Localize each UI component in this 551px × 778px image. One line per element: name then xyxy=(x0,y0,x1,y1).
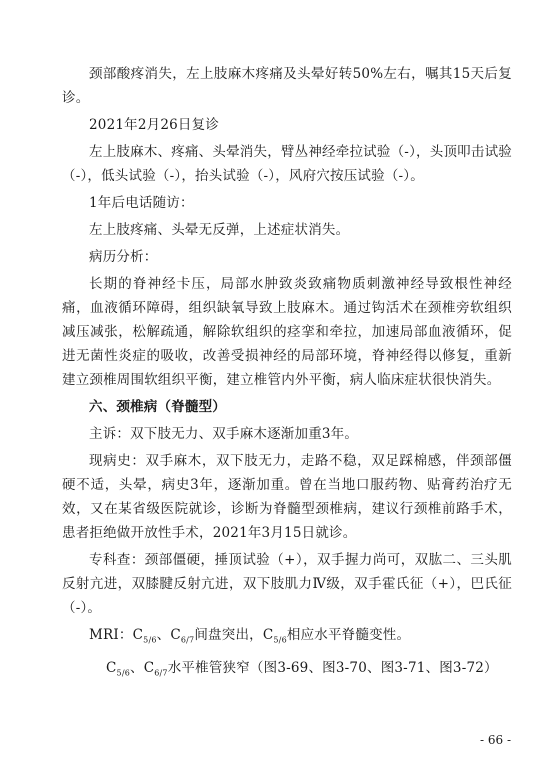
paragraph-exam: 专科查：颈部僵硬，捶顶试验（+），双手握力尚可，双肱二、三头肌反射亢进，双膝腱反射亢进，双下肢肌力Ⅳ级，双手霍氏征（+），巴氏征（-）。 xyxy=(62,552,512,616)
mri-text: C xyxy=(106,659,117,676)
section-heading: 六、颈椎病（脊髓型） xyxy=(89,399,226,415)
mri-text: C xyxy=(143,659,155,676)
page-number: - 66 - xyxy=(479,733,511,747)
mri-text: 水平椎管狭窄（图3-69、图3-70、图3-71、图3-72） xyxy=(167,659,498,676)
mri-text: 相应水平脊髓变性。 xyxy=(286,627,411,643)
paragraph-phone-followup: 1年后电话随访： xyxy=(89,195,194,211)
mri-text: C xyxy=(170,627,181,643)
mri-line-2 xyxy=(62,656,512,686)
mri-label: MRI： xyxy=(89,627,133,643)
paragraph-followup-date: 2021年2月26日复诊 xyxy=(89,117,220,133)
mri-sub: 6/7 xyxy=(180,635,195,645)
mri-sub: 5/6 xyxy=(273,635,287,645)
mri-line-1 xyxy=(62,623,512,653)
paragraph-3: 左上肢麻木、疼痛、头晕消失，臂丛神经牵拉试验（-），头顶叩击试验（-），低头试验（-），抬头试验（-），风府穴按压试验（-）。 xyxy=(62,144,512,184)
mri-text: C xyxy=(262,627,274,643)
mri-text: 、 xyxy=(156,627,171,643)
mri-text: C xyxy=(132,627,144,643)
paragraph-1: 颈部酸疼消失，左上肢麻木疼痛及头晕好转50%左右，嘱其15天后复诊。 xyxy=(62,66,512,106)
mri-text: 、 xyxy=(130,659,144,676)
mri-sub: 6/7 xyxy=(154,668,168,678)
paragraph-case-analysis: 长期的脊神经卡压，局部水肿致炎致痛物质刺激神经导致根性神经痛，血液循环障碍，组织缺氧导致上肢麻木。通过钩活术在颈椎旁软组织减压减张，松解疏通，解除软组织的痉挛和牵拉，加速局部血液循环，促进无菌性炎症的吸收，改善受损神经的局部环境，脊神经得以修复，重新建立颈椎周围软组织平衡，建立椎管内外平衡，病人临床症状很快消失。 xyxy=(62,276,512,388)
page-body xyxy=(62,62,512,688)
paragraph-history: 现病史：双手麻木，双下肢无力，走路不稳，双足踩棉感，伴颈部僵硬不适，头晕，病史3年，逐渐加重。曾在当地口服药物、贴膏药治疗无效，又在某省级医院就诊，诊断为脊髓型颈椎病，建议行颈椎前路手术，患者拒绝做开放性手术，2021年3月15日就诊。 xyxy=(62,453,512,541)
paragraph-case-analysis-label: 病历分析： xyxy=(89,249,158,265)
mri-text: 间盘突出， xyxy=(194,627,263,643)
paragraph-5: 左上肢疼痛、头晕无反弹，上述症状消失。 xyxy=(89,222,350,238)
paragraph-chief-complaint: 主诉：双下肢无力、双手麻木逐渐加重3年。 xyxy=(89,426,359,442)
mri-sub: 5/6 xyxy=(143,635,157,645)
mri-sub: 5/6 xyxy=(116,668,131,678)
